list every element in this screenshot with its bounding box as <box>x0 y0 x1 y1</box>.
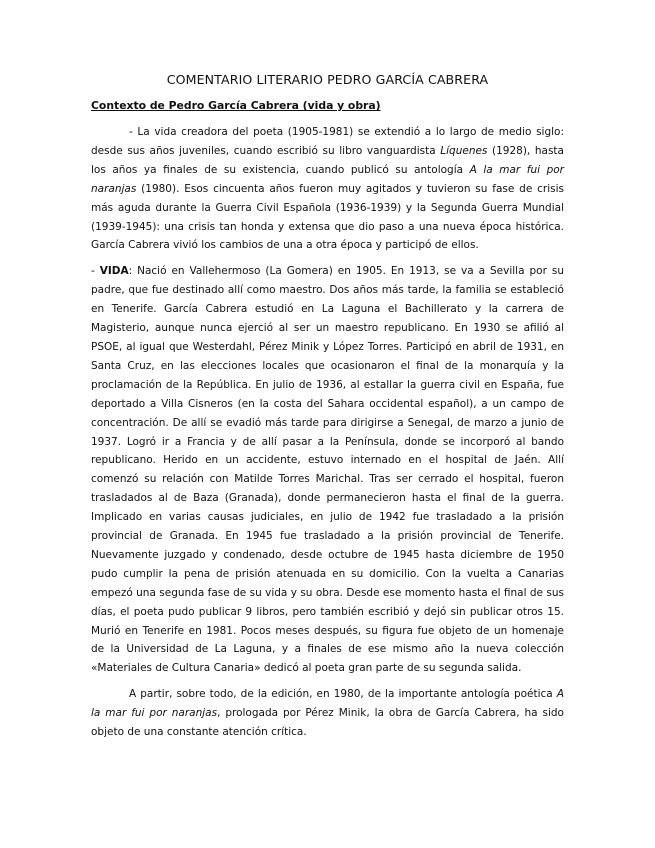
book-title-a-la-mar: A la mar fui por naranjas <box>91 163 564 195</box>
paragraph-critica-text-a: A partir, sobre todo, de la edición, en 1980, de la importante antología poética <box>129 688 557 701</box>
book-title-liquenes: Líquenes <box>440 144 488 157</box>
paragraph-intro-text-e: (1980). Esos cincuenta años fueron muy agitados y tuvieron su fase de crisis más aguda durante la Guerra Civil Española (1936-1939) y la Segunda Guerra Mundial (1939-1945): una crisis tan honda y extensa que dio paso a una nueva época histórica. García Cabrera vivió los cambios de una a otra época y participó de ellos. <box>91 182 564 252</box>
section-heading: Contexto de Pedro García Cabrera (vida y obra) <box>91 99 381 112</box>
paragraph-vida <box>91 262 564 678</box>
paragraph-intro-text-a: - La vida creadora del poeta (1905-1981) se extendió a lo largo de medio siglo: desde sus años juveniles, cuando escribió su libro vanguardista <box>91 126 564 157</box>
book-title-a-la-mar-2: A la mar fui por naranjas <box>91 688 564 720</box>
paragraph-intro <box>91 123 564 255</box>
paragraph-critica-text-c: , prologada por Pérez Minik, la obra de García Cabrera, ha sido objeto de una constante atención crítica. <box>91 707 564 739</box>
vida-text: : Nació en Vallehermoso (La Gomera) en 1905. En 1913, se va a Sevilla por su padre, que fue destinado allí como maestro. Dos años más tarde, la familia se estableció en Tenerife. García Cabrera estudió en La Laguna el Bachillerato y la carrera de Magisterio, aunque nunca ejerció al ser un maestro republicano. En 1930 se afilió al PSOE, al igual que Westerdahl, Pérez Minik y López Torres. Participó en abril de 1931, en Santa Cruz, en las elecciones locales que ocasionaron el final de la monarquía y la proclamación de la República. En julio de 1936, al estallar la guerra civil en España, fue deportado a Villa Cisneros (en la costa del Sahara occidental español), a un campo de concentración. De allí se evadió más tarde para dirigirse a Senegal, de marzo a junio de 1937. Logró ir a Francia y de allí pasar a la Península, donde se incorporó al bando republicano. Herido en un accidente, estuvo internado en el hospital de Jaén. Allí comenzó su relación con Matilde Torres Marichal. Tras ser cerrado el hospital, fueron trasladados al de Baza (Granada), donde permanecieron hasta el final de la guerra. Implicado en varias causas judiciales, en julio de 1942 fue trasladado a la prisión provincial de Granada. En 1945 fue trasladado a la prisión provincial de Tenerife. Nuevamente juzgado y condenado, desde octubre de 1945 hasta diciembre de 1950 pudo cumplir la pena de prisión atenuada en su domicilio. Con la vuelta a Canarias empezó una segunda fase de su vida y su obra. Desde ese momento hasta el final de sus días, el poeta pudo publicar 9 libros, pero también escribió y dejó sin publicar otros 15. Murió en Tenerife en 1981. Pocos meses después, su figura fue objeto de un homenaje de la Universidad de La Laguna, y a finales de ese mismo año la nueva colección «Materiales de Cultura Canaria» dedicó al poeta gran parte de su segunda salida. <box>91 265 564 675</box>
paragraph-intro-text-c: (1928), hasta los años ya finales de su existencia, cuando publicó su antología <box>91 144 564 176</box>
vida-dash: - <box>91 265 100 278</box>
document-page <box>91 72 564 749</box>
vida-label: VIDA <box>99 265 129 278</box>
document-title: COMENTARIO LITERARIO PEDRO GARCÍA CABRERA <box>166 72 489 87</box>
paragraph-critica <box>91 685 564 742</box>
